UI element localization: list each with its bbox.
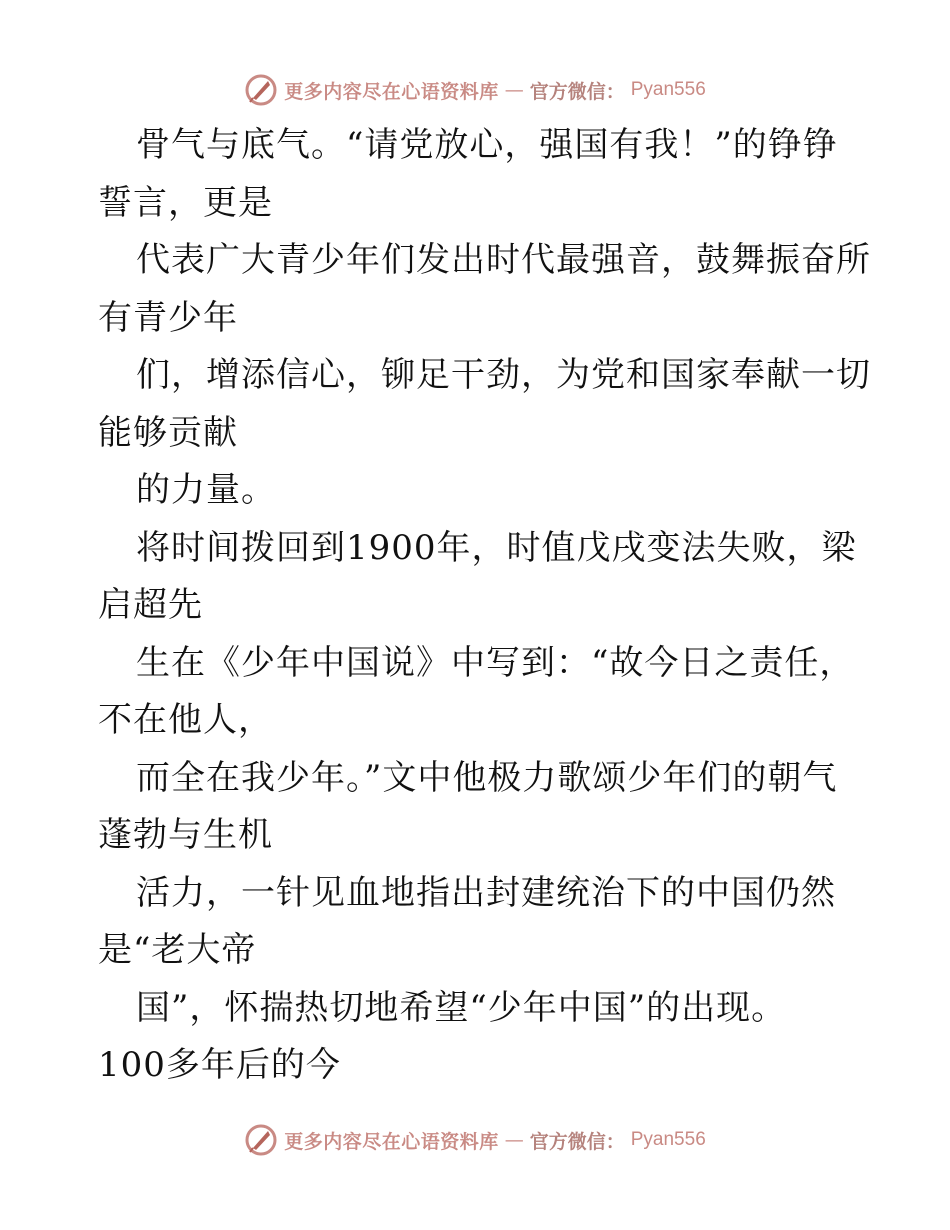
- paragraph-line: 将时间拨回到1900年，时值戊戌变法失败，梁: [136, 527, 857, 568]
- watermark-wechat-id: Pyan556: [630, 1129, 706, 1150]
- watermark-site-text: 更多内容尽在心语资料库: [284, 80, 499, 103]
- watermark-group: [244, 1123, 706, 1157]
- paragraph-line: 生在《少年中国说》中写到：“故今日之责任，: [136, 642, 855, 683]
- paragraph-line: 活力，一针见血地指出封建统治下的中国仍然: [136, 872, 836, 913]
- paragraph-line: 们，增添信心，铆足干劲，为党和国家奉献一切: [136, 355, 871, 395]
- watermark-wechat-id: Pyan556: [630, 79, 706, 100]
- watermark-wechat-label: 官方微信：: [529, 1130, 625, 1153]
- paragraph-line: 代表广大青少年们发出时代最强音，鼓舞振奋所: [136, 240, 871, 280]
- watermark-separator: —: [504, 79, 524, 101]
- feather-pen-logo-icon: [244, 1123, 278, 1157]
- feather-pen-logo-icon: [244, 73, 278, 107]
- paragraph-line: 是“老大帝: [98, 930, 257, 970]
- paragraph-line: 骨气与底气。“请党放心，强国有我！”的铮铮: [136, 125, 838, 165]
- paragraph-line: 能够贡献: [98, 412, 238, 453]
- paragraph-line: 有青少年: [98, 297, 238, 338]
- watermark-group: [244, 73, 706, 107]
- paragraph-line: 的力量。: [136, 470, 276, 510]
- footer-watermark-banner: [0, 1120, 950, 1160]
- paragraph-line: 国”，怀揣热切地希望“少年中国”的出现。: [136, 987, 787, 1028]
- watermark-wechat-label: 官方微信：: [529, 80, 625, 103]
- watermark-separator: —: [504, 1129, 524, 1151]
- paragraph-line: 蓬勃与生机: [98, 815, 273, 855]
- paragraph-line: 100多年后的今: [98, 1045, 341, 1085]
- document-body: [98, 117, 871, 1095]
- paragraph-line: 誓言，更是: [98, 182, 273, 223]
- watermark-site-text: 更多内容尽在心语资料库: [284, 1130, 499, 1153]
- header-watermark-banner: [0, 70, 950, 110]
- paragraph-line: 而全在我少年。”文中他极力歌颂少年们的朝气: [136, 757, 838, 798]
- paragraph-line: 不在他人，: [98, 700, 273, 740]
- paragraph-line: 启超先: [98, 585, 203, 625]
